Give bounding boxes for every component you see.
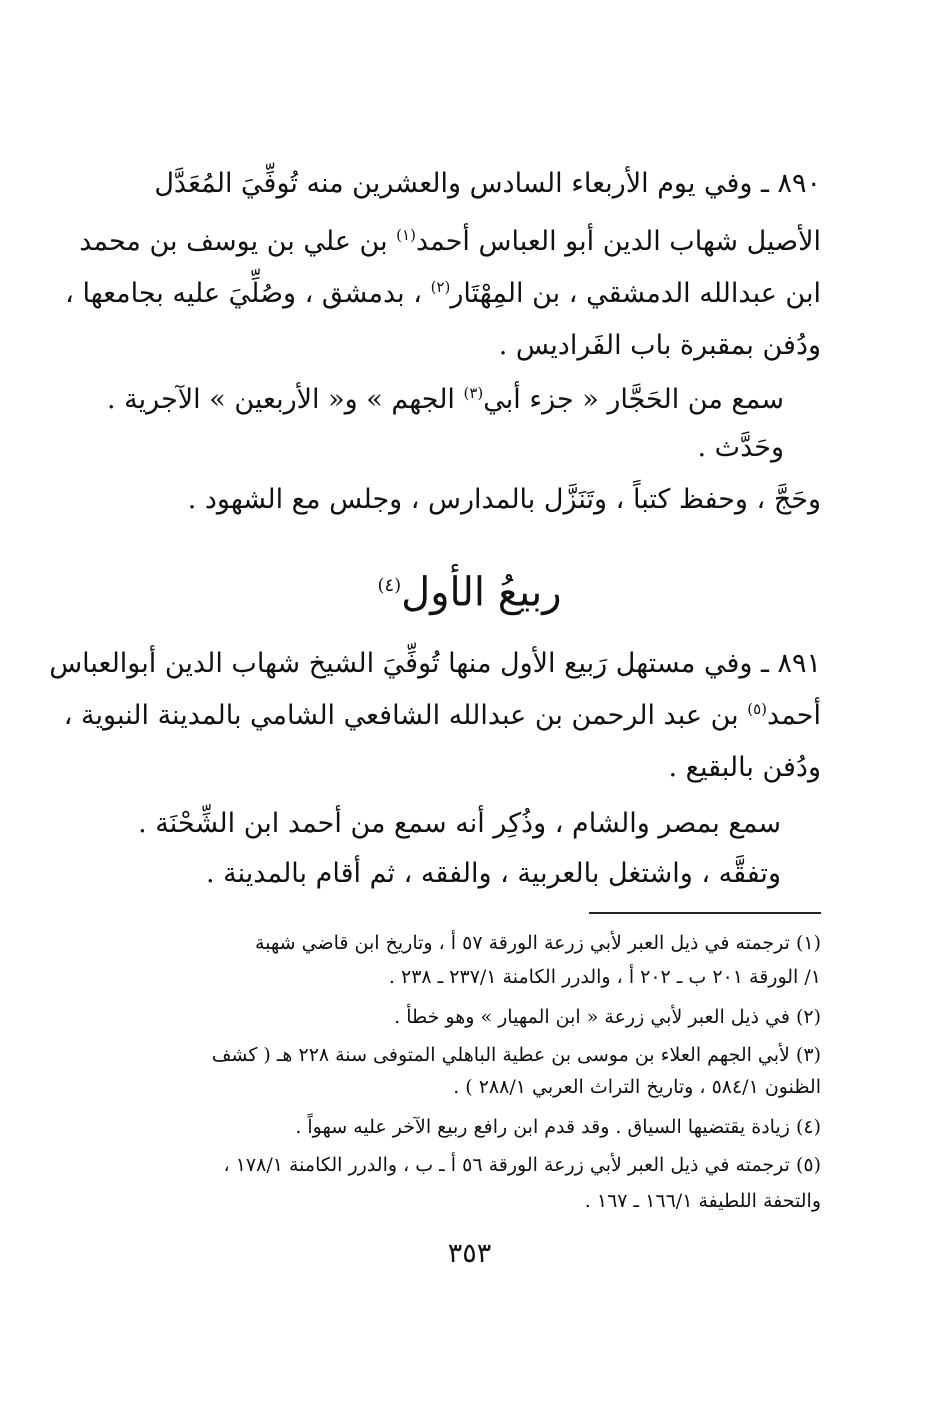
entry-891-sub-1: سمع بمصر والشام ، وذُكِر أنه سمع من أحمد ابن الشِّحْنَة . xyxy=(138,808,781,839)
entry-890-sub-1-text-a: سمع من الحَجَّار « جزء أبي xyxy=(483,384,784,415)
footnote-5-cont: والتحفة اللطيفة ١٦٦/١ ـ ١٦٧ . xyxy=(584,1190,821,1212)
entry-891-line-2 xyxy=(64,696,821,736)
footnote-ref-4: (٤) xyxy=(377,575,402,596)
entry-890-line-3 xyxy=(65,274,821,314)
page-number: ٣٥٣ xyxy=(447,1238,492,1269)
entry-890-line-4: ودُفن بمقبرة باب الفَراديس . xyxy=(498,330,821,361)
footnote-2: (٢) في ذيل العبر لأبي زرعة « ابن المهيار » وهو خطأ . xyxy=(394,1006,821,1028)
entry-890-line-2 xyxy=(79,222,821,262)
footnote-separator xyxy=(589,912,821,914)
footnote-4: (٤) زيادة يقتضيها السياق . وقد قدم ابن رافع ربيع الآخر عليه سهواً . xyxy=(295,1116,821,1138)
footnote-ref-1: (١) xyxy=(396,226,416,244)
entry-891-line-2-text-a: أحمد xyxy=(767,700,821,731)
footnote-ref-2: (٢) xyxy=(430,278,451,296)
entry-891-line-3: ودُفن بالبقيع . xyxy=(668,752,821,783)
footnote-5: (٥) ترجمته في ذيل العبر لأبي زرعة الورقة ٥٦ أ ـ ب ، والدرر الكامنة ١٧٨/١ ، xyxy=(223,1154,821,1176)
entry-890-sub-2: وحَجَّ ، وحفظ كتباً ، وتَنَزَّل بالمدارس ، وجلس مع الشهود . xyxy=(187,484,821,515)
entry-890-sub-1 xyxy=(107,380,784,420)
footnote-3: (٣) لأبي الجهم العلاء بن موسى بن عطية الباهلي المتوفى سنة ٢٢٨ هـ ( كشف xyxy=(211,1044,821,1066)
entry-890-line-2-text-b: بن علي بن يوسف بن محمد xyxy=(79,226,397,257)
entry-890-line-1: ٨٩٠ ـ وفي يوم الأربعاء السادس والعشرين منه تُوفِّيَ المُعَدَّل xyxy=(154,168,821,199)
entry-890-line-3-text-b: ، بدمشق ، وصُلِّيَ عليه بجامعها ، xyxy=(65,278,431,309)
footnote-ref-5: (٥) xyxy=(747,700,768,718)
entry-890-sub-1-text-b: الجهم » و« الأربعين » الآجرية . xyxy=(107,384,464,415)
section-heading xyxy=(0,556,939,622)
entry-891-sub-2: وتفقَّه ، واشتغل بالعربية ، والفقه ، ثم أقام بالمدينة . xyxy=(206,858,781,889)
entry-891-line-2-text-b: بن عبد الرحمن بن عبدالله الشافعي الشامي بالمدينة النبوية ، xyxy=(63,700,748,731)
section-heading-text: ربيعُ الأول xyxy=(401,569,562,616)
entry-890-sub-1-cont: وحَدَّث . xyxy=(697,432,784,463)
footnote-3-cont: الظنون ٥٨٤/١ ، وتاريخ التراث العربي ٢٨٨/١ ) . xyxy=(453,1076,821,1098)
footnote-1: (١) ترجمته في ذيل العبر لأبي زرعة الورقة ٥٧ أ ، وتاريخ ابن قاضي شهبة xyxy=(255,932,821,954)
entry-890-line-3-text-a: ابن عبدالله الدمشقي ، بن المِهْتَار xyxy=(450,278,821,309)
entry-890-line-2-text-a: الأصيل شهاب الدين أبو العباس أحمد xyxy=(415,226,821,257)
footnote-ref-3: (٣) xyxy=(463,384,484,402)
footnote-1-cont: ١/ الورقة ٢٠١ ب ـ ٢٠٢ أ ، والدرر الكامنة ٢٣٧/١ ـ ٢٣٨ . xyxy=(388,966,821,988)
entry-891-line-1: ٨٩١ ـ وفي مستهل رَبيع الأول منها تُوفِّيَ الشيخ شهاب الدين أبوالعباس xyxy=(49,648,821,679)
